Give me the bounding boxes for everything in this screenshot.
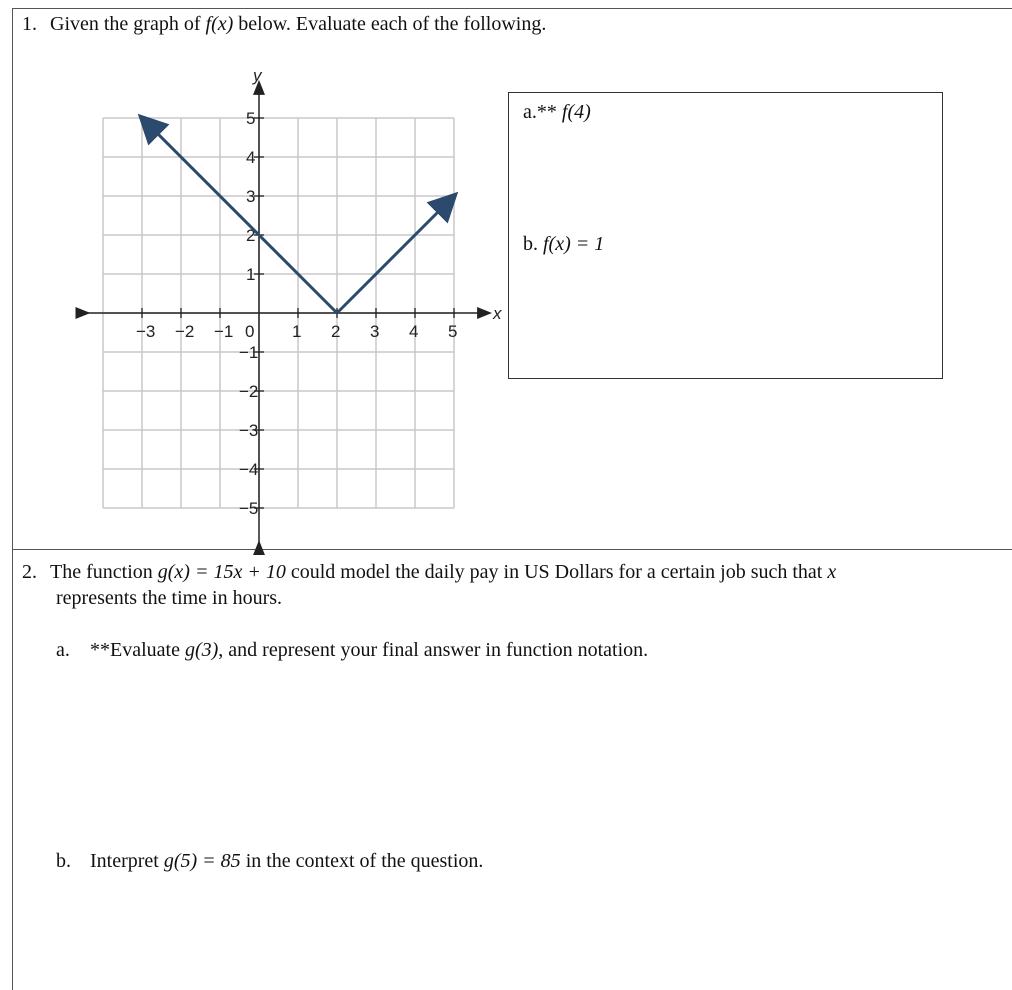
y-tick-label: 3: [246, 187, 256, 206]
x-tick-label: 1: [292, 322, 302, 341]
x-axis-label: x: [493, 304, 502, 323]
function-name: f(x): [205, 13, 234, 35]
y-tick-label: −2: [239, 382, 259, 401]
question-1-prompt: 1. Given the graph of f(x) below. Evaluate each of the following.: [22, 13, 547, 35]
question-2-section: [12, 550, 1012, 990]
y-tick-label: −4: [239, 460, 259, 479]
question-2-part-b: b. Interpret g(5) = 85 in the context of the question.: [56, 850, 484, 872]
y-tick-label: 5: [246, 109, 256, 128]
x-tick-label: −1: [214, 322, 234, 341]
x-tick-label: 5: [448, 322, 458, 341]
x-tick-label: 4: [409, 322, 419, 341]
x-tick-label: 3: [370, 322, 380, 341]
x-tick-label: −3: [136, 322, 156, 341]
question-2-part-a: a. **Evaluate g(3), and represent your final answer in function notation.: [56, 639, 649, 661]
function-graph: [30, 60, 502, 540]
question-number: 1.: [22, 13, 37, 35]
question-number: 2.: [22, 561, 37, 583]
answer-part-a: a.** f(4): [523, 101, 591, 123]
x-tick-label: 2: [331, 322, 341, 341]
x-tick-label: −2: [175, 322, 195, 341]
y-tick-label: −3: [239, 421, 259, 440]
answer-part-b: b. f(x) = 1: [523, 233, 605, 255]
y-tick-label: −1: [239, 343, 259, 362]
y-tick-label: 2: [246, 226, 256, 245]
graph-line-left-branch: [142, 118, 337, 313]
question-2-prompt: 2. The function g(x) = 15x + 10 could model the daily pay in US Dollars for a certain job such that x: [22, 561, 837, 583]
y-axis-label: y: [253, 66, 262, 85]
x-tick-label: 0: [245, 322, 255, 341]
question-2-prompt-line2: represents the time in hours.: [56, 587, 283, 609]
y-tick-label: −5: [239, 499, 259, 518]
answer-box: [508, 92, 943, 379]
y-tick-label: 1: [246, 265, 256, 284]
y-tick-label: 4: [246, 148, 256, 167]
